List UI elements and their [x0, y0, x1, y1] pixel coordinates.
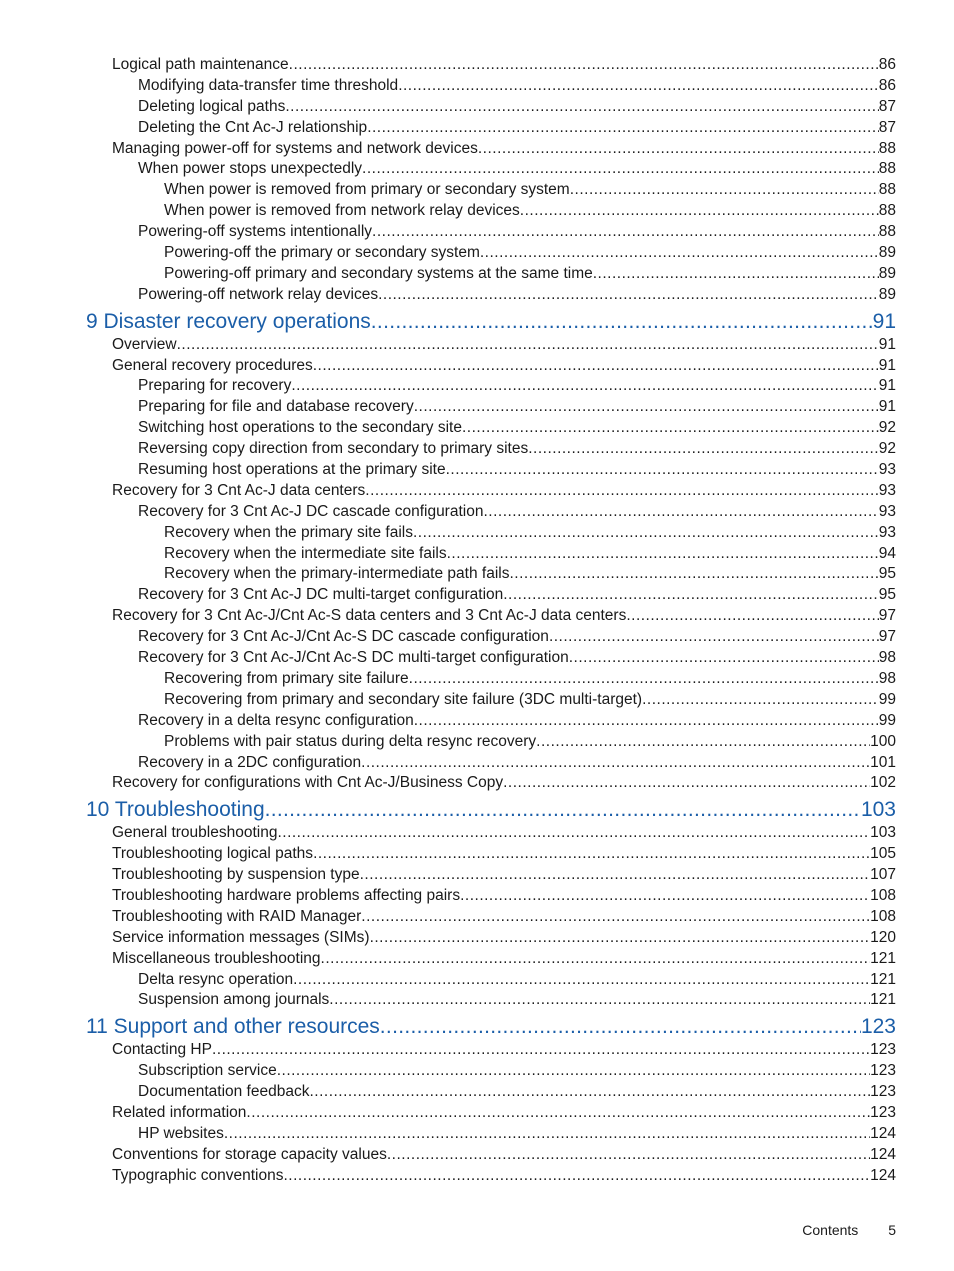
dot-leader: [509, 564, 878, 585]
dot-leader: [360, 865, 871, 886]
toc-entry-page: 88: [878, 181, 896, 199]
toc-entry-title: Recovery for 3 Cnt Ac-J DC cascade configuration: [138, 502, 484, 520]
toc-entry-title: When power is removed from network relay devices: [164, 202, 520, 220]
toc-entry-page: 87: [878, 97, 896, 115]
dot-leader: [329, 990, 870, 1011]
toc-entry[interactable]: [86, 773, 896, 794]
dot-leader: [520, 201, 879, 222]
toc-entry-title: Delta resync operation: [138, 970, 294, 988]
toc-entry[interactable]: [86, 585, 896, 606]
toc-entry[interactable]: [86, 264, 896, 285]
toc-entry-title: Recovery for 3 Cnt Ac-J DC multi-target configuration: [138, 586, 504, 604]
dot-leader: [480, 243, 879, 264]
toc-entry-title: Recovery for 3 Cnt Ac-J/Cnt Ac-S data centers and 3 Cnt Ac-J data centers: [112, 607, 627, 625]
dot-leader: [503, 585, 879, 606]
toc-entry-page: 89: [878, 244, 896, 262]
toc-entry[interactable]: [86, 502, 896, 523]
dot-leader: [483, 502, 878, 523]
dot-leader: [370, 928, 871, 949]
toc-entry-page: 123: [870, 1103, 896, 1121]
dot-leader: [460, 886, 870, 907]
toc-entry-title: General troubleshooting: [112, 824, 278, 842]
dot-leader: [246, 1103, 870, 1124]
dot-leader: [398, 76, 879, 97]
toc-entry-title: Recovery for 3 Cnt Ac-J data centers: [112, 481, 366, 499]
toc-entry-page: 86: [878, 56, 896, 73]
toc-entry-title: Documentation feedback: [138, 1083, 310, 1101]
toc-entry-page: 91: [878, 398, 896, 416]
dot-leader: [446, 460, 879, 481]
toc-entry-page: 105: [870, 845, 896, 863]
toc-entry-page: 99: [878, 711, 896, 729]
toc-entry-title: Recovery when the intermediate site fails: [164, 544, 447, 562]
dot-leader: [277, 1061, 870, 1082]
toc-entry-title: Recovery in a delta resync configuration: [138, 711, 414, 729]
toc-entry-page: 95: [878, 586, 896, 604]
toc-entry[interactable]: [86, 159, 896, 180]
toc-entry-page: 93: [878, 481, 896, 499]
toc-chapter-entry[interactable]: [86, 795, 896, 823]
dot-leader: [593, 264, 879, 285]
toc-chapter-entry[interactable]: [86, 307, 896, 335]
dot-leader: [361, 753, 870, 774]
toc-entry[interactable]: [86, 669, 896, 690]
toc-entry[interactable]: [86, 285, 896, 306]
toc-entry[interactable]: [86, 439, 896, 460]
toc-entry-title: Powering-off primary and secondary systems at the same time: [164, 264, 593, 282]
table-of-contents: [86, 55, 896, 1187]
toc-entry-title: Modifying data-transfer time threshold: [138, 76, 399, 94]
toc-entry[interactable]: [86, 648, 896, 669]
toc-entry-page: 87: [878, 118, 896, 136]
dot-leader: [414, 711, 879, 732]
toc-entry[interactable]: [86, 690, 896, 711]
dot-leader: [321, 949, 871, 970]
toc-entry-title: Recovery for configurations with Cnt Ac-J/Business Copy: [112, 774, 504, 792]
toc-entry-page: 108: [870, 907, 896, 925]
dot-leader: [413, 523, 879, 544]
toc-entry-title: Powering-off systems intentionally: [138, 223, 373, 241]
dot-leader: [414, 397, 879, 418]
dot-leader: [536, 732, 870, 753]
toc-entry-title: Recovery for 3 Cnt Ac-J/Cnt Ac-S DC cascade configuration: [138, 628, 549, 646]
dot-leader: [447, 544, 879, 565]
toc-entry-title: Reversing copy direction from secondary to primary sites: [138, 440, 529, 458]
toc-entry[interactable]: [86, 376, 896, 397]
toc-entry[interactable]: [86, 907, 896, 928]
toc-entry-page: 93: [878, 461, 896, 479]
toc-entry[interactable]: [86, 753, 896, 774]
toc-entry[interactable]: [86, 523, 896, 544]
toc-entry[interactable]: [86, 139, 896, 160]
toc-entry-page: 123: [870, 1041, 896, 1059]
toc-entry-page: 92: [878, 419, 896, 437]
toc-entry[interactable]: [86, 335, 896, 356]
toc-entry-title: Conventions for storage capacity values: [112, 1145, 387, 1163]
toc-entry[interactable]: [86, 970, 896, 991]
toc-entry-title: Switching host operations to the secondary site: [138, 419, 462, 437]
toc-entry-page: 102: [870, 774, 896, 792]
toc-entry[interactable]: [86, 1145, 896, 1166]
toc-entry-title: Typographic conventions: [112, 1166, 284, 1184]
dot-leader: [309, 1082, 870, 1103]
toc-entry-title: Powering-off network relay devices: [138, 285, 379, 303]
toc-entry-page: 99: [878, 690, 896, 708]
toc-entry[interactable]: [86, 606, 896, 627]
dot-leader: [367, 118, 879, 139]
toc-entry-title: Deleting the Cnt Ac-J relationship: [138, 118, 368, 136]
toc-entry[interactable]: [86, 201, 896, 222]
toc-entry-page: 123: [870, 1083, 896, 1101]
toc-entry[interactable]: [86, 1124, 896, 1145]
toc-entry[interactable]: [86, 222, 896, 243]
toc-entry-page: 120: [870, 928, 896, 946]
dot-leader: [177, 335, 879, 356]
toc-entry[interactable]: [86, 1103, 896, 1124]
toc-entry[interactable]: [86, 990, 896, 1011]
dot-leader: [528, 439, 879, 460]
toc-entry[interactable]: [86, 481, 896, 502]
toc-entry-title: Suspension among journals: [138, 991, 330, 1009]
toc-entry-page: 91: [872, 309, 896, 333]
toc-entry-title: When power stops unexpectedly: [138, 160, 363, 178]
dot-leader: [291, 376, 878, 397]
toc-entry-title: Recovering from primary and secondary site failure (3DC multi-target): [164, 690, 643, 708]
toc-entry-page: 93: [878, 523, 896, 541]
dot-leader: [289, 55, 879, 76]
toc-entry-page: 86: [878, 76, 896, 94]
dot-leader: [549, 627, 879, 648]
toc-entry[interactable]: [86, 1166, 896, 1187]
toc-entry[interactable]: [86, 76, 896, 97]
dot-leader: [283, 1166, 870, 1187]
toc-entry-page: 121: [870, 991, 896, 1009]
toc-entry-title: Troubleshooting logical paths: [112, 845, 314, 863]
toc-entry-page: 108: [870, 886, 896, 904]
toc-entry-page: 92: [878, 440, 896, 458]
toc-entry[interactable]: [86, 1082, 896, 1103]
toc-entry[interactable]: [86, 732, 896, 753]
toc-entry[interactable]: [86, 97, 896, 118]
toc-entry-title: Preparing for file and database recovery: [138, 398, 414, 416]
page-number: 5: [888, 1222, 896, 1238]
toc-entry-page: 89: [878, 264, 896, 282]
dot-leader: [409, 669, 879, 690]
toc-entry-page: 123: [860, 1015, 896, 1039]
dot-leader: [212, 1040, 870, 1061]
dot-leader: [387, 1145, 870, 1166]
toc-entry[interactable]: [86, 564, 896, 585]
toc-entry[interactable]: [86, 711, 896, 732]
toc-entry-page: 124: [870, 1124, 896, 1142]
toc-entry-title: Recovering from primary site failure: [164, 669, 409, 687]
toc-entry-page: 100: [870, 732, 896, 750]
toc-entry-title: When power is removed from primary or secondary system: [164, 181, 570, 199]
toc-entry-page: 101: [870, 753, 896, 771]
toc-entry-page: 88: [878, 202, 896, 220]
toc-entry[interactable]: [86, 1061, 896, 1082]
toc-entry-title: Related information: [112, 1103, 247, 1121]
toc-entry-title: Preparing for recovery: [138, 377, 292, 395]
toc-entry[interactable]: [86, 627, 896, 648]
dot-leader: [642, 690, 879, 711]
toc-entry[interactable]: [86, 823, 896, 844]
toc-entry-title: Service information messages (SIMs): [112, 928, 370, 946]
toc-entry-title: 11 Support and other resources: [86, 1015, 380, 1039]
toc-entry[interactable]: [86, 356, 896, 377]
toc-entry-page: 121: [870, 949, 896, 967]
toc-entry-title: Troubleshooting with RAID Manager: [112, 907, 362, 925]
toc-entry-page: 95: [878, 565, 896, 583]
toc-entry-title: Recovery in a 2DC configuration: [138, 753, 362, 771]
toc-entry[interactable]: [86, 460, 896, 481]
page-footer: [802, 1222, 896, 1238]
toc-entry-title: Troubleshooting hardware problems affecting pairs: [112, 886, 461, 904]
toc-entry-title: Troubleshooting by suspension type: [112, 866, 360, 884]
toc-entry-page: 124: [870, 1145, 896, 1163]
toc-entry-page: 121: [870, 970, 896, 988]
toc-entry-page: 124: [870, 1166, 896, 1184]
toc-entry[interactable]: [86, 180, 896, 201]
toc-entry-title: Managing power-off for systems and network devices: [112, 139, 478, 157]
toc-entry-page: 89: [878, 285, 896, 303]
dot-leader: [265, 795, 861, 825]
dot-leader: [362, 159, 879, 180]
toc-entry-title: General recovery procedures: [112, 356, 313, 374]
toc-entry[interactable]: [86, 118, 896, 139]
toc-entry-title: Overview: [112, 335, 177, 353]
toc-entry[interactable]: [86, 886, 896, 907]
toc-entry-title: Logical path maintenance: [112, 56, 289, 73]
toc-entry-title: Powering-off the primary or secondary system: [164, 244, 480, 262]
dot-leader: [293, 970, 870, 991]
toc-entry-page: 88: [878, 160, 896, 178]
dot-leader: [570, 180, 879, 201]
toc-entry[interactable]: [86, 544, 896, 565]
toc-entry-title: 9 Disaster recovery operations: [86, 309, 371, 333]
toc-entry[interactable]: [86, 243, 896, 264]
dot-leader: [313, 844, 870, 865]
toc-entry-page: 97: [878, 607, 896, 625]
toc-entry-page: 103: [860, 798, 896, 822]
toc-entry-title: 10 Troubleshooting: [86, 798, 265, 822]
toc-entry-title: HP websites: [138, 1124, 224, 1142]
dot-leader: [462, 418, 879, 439]
toc-entry-title: Problems with pair status during delta resync recovery: [164, 732, 537, 750]
toc-entry-page: 91: [878, 377, 896, 395]
dot-leader: [378, 285, 879, 306]
toc-entry-page: 98: [878, 649, 896, 667]
toc-entry-page: 94: [878, 544, 896, 562]
toc-entry-title: Subscription service: [138, 1062, 277, 1080]
toc-entry-title: Resuming host operations at the primary site: [138, 461, 446, 479]
dot-leader: [371, 307, 873, 337]
toc-entry-page: 98: [878, 669, 896, 687]
toc-entry-page: 88: [878, 139, 896, 157]
toc-entry[interactable]: [86, 949, 896, 970]
toc-entry-page: 91: [878, 356, 896, 374]
toc-entry-page: 88: [878, 223, 896, 241]
toc-entry-page: 93: [878, 502, 896, 520]
toc-entry-page: 103: [870, 824, 896, 842]
toc-entry-title: Recovery for 3 Cnt Ac-J/Cnt Ac-S DC multi-target configuration: [138, 649, 569, 667]
toc-entry-title: Deleting logical paths: [138, 97, 286, 115]
toc-entry-title: Miscellaneous troubleshooting: [112, 949, 321, 967]
toc-chapter-entry[interactable]: [86, 1012, 896, 1040]
toc-entry-page: 107: [870, 866, 896, 884]
dot-leader: [372, 222, 879, 243]
toc-entry-page: 123: [870, 1062, 896, 1080]
toc-entry-page: 91: [878, 335, 896, 353]
dot-leader: [569, 648, 879, 669]
toc-entry-page: 97: [878, 628, 896, 646]
dot-leader: [365, 481, 878, 502]
dot-leader: [313, 356, 879, 377]
toc-entry[interactable]: [86, 397, 896, 418]
footer-label: Contents: [802, 1222, 859, 1238]
toc-entry-title: Contacting HP: [112, 1041, 212, 1059]
dot-leader: [503, 773, 870, 794]
dot-leader: [361, 907, 870, 928]
dot-leader: [626, 606, 878, 627]
toc-entry[interactable]: [86, 1040, 896, 1061]
dot-leader: [277, 823, 870, 844]
dot-leader: [285, 97, 878, 118]
dot-leader: [478, 139, 879, 160]
toc-entry[interactable]: [86, 844, 896, 865]
toc-entry[interactable]: [86, 55, 896, 76]
toc-entry[interactable]: [86, 418, 896, 439]
toc-entry-title: Recovery when the primary-intermediate path fails: [164, 565, 510, 583]
dot-leader: [380, 1012, 861, 1042]
toc-entry[interactable]: [86, 928, 896, 949]
toc-entry-title: Recovery when the primary site fails: [164, 523, 413, 541]
dot-leader: [224, 1124, 870, 1145]
toc-entry[interactable]: [86, 865, 896, 886]
